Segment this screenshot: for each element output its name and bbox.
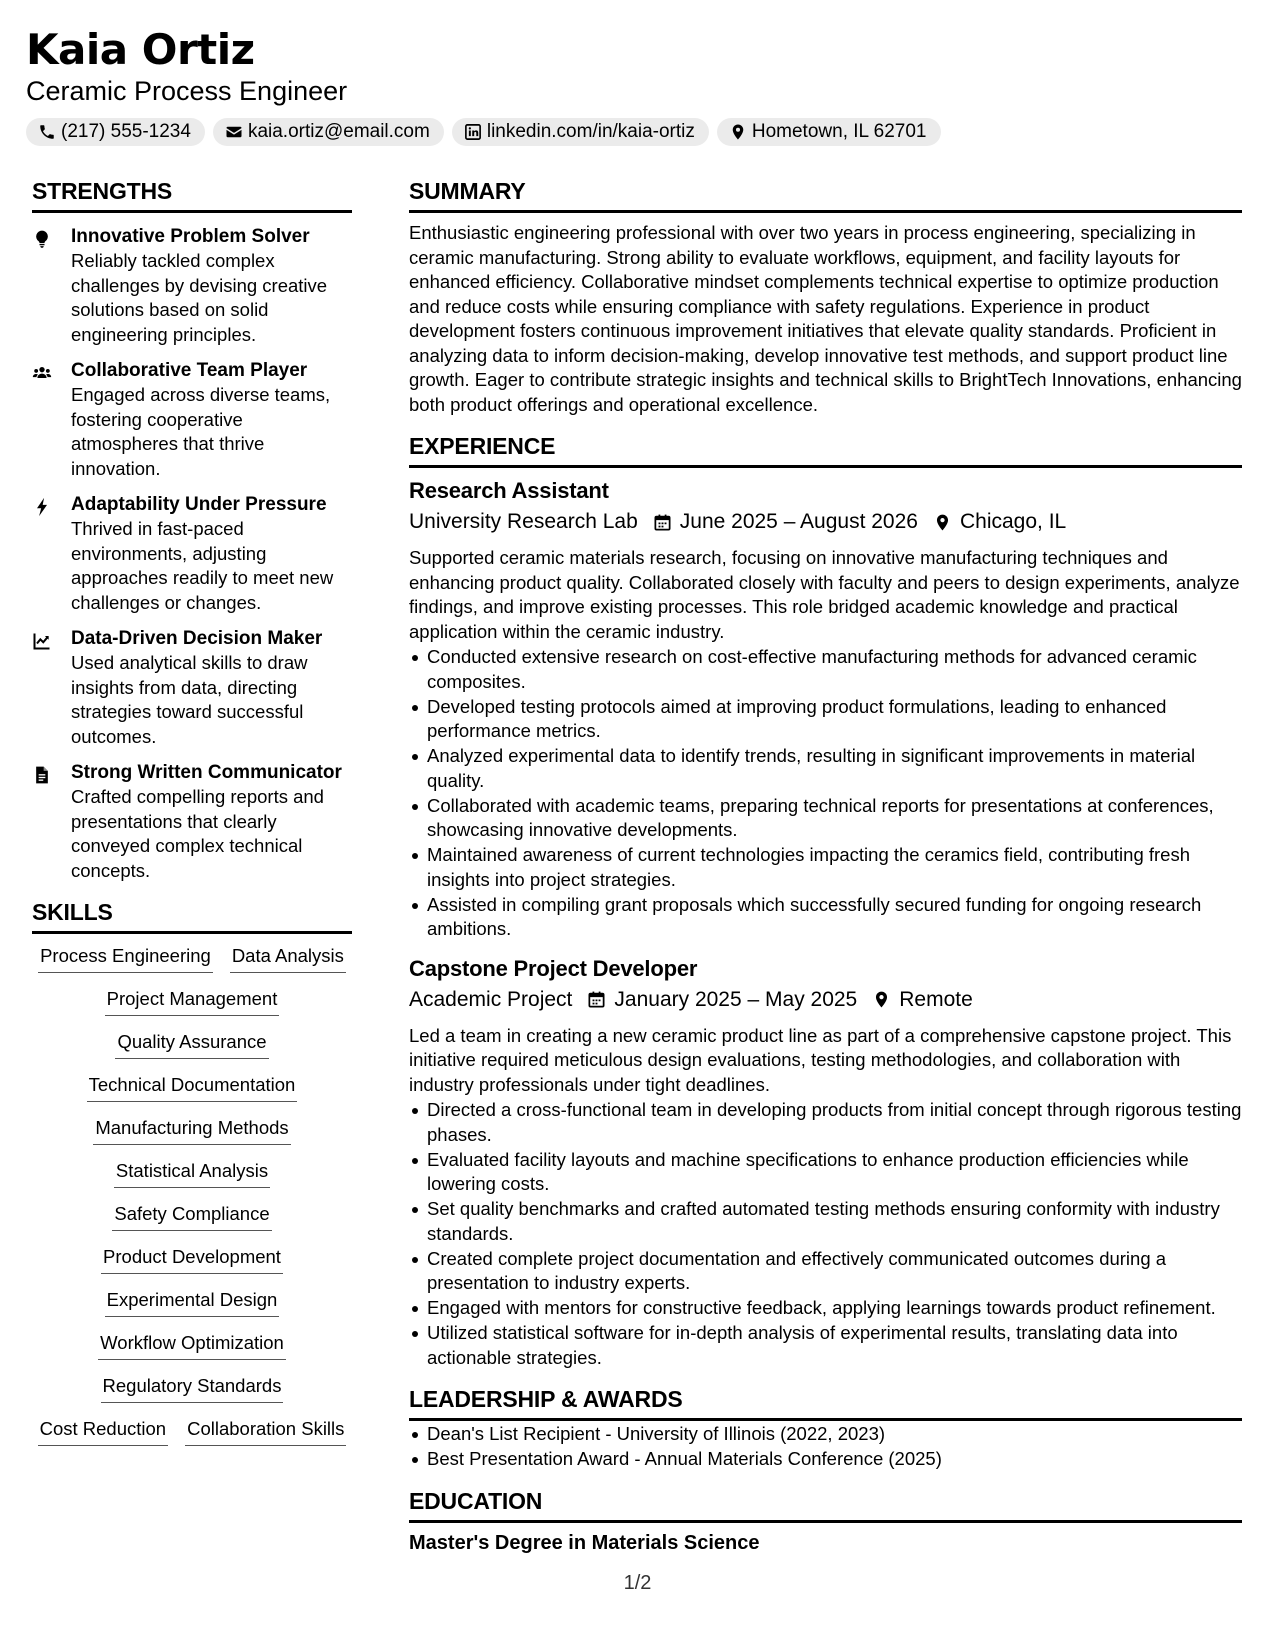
job-bullets — [409, 1098, 1242, 1370]
strength-title: Strong Written Communicator — [71, 762, 342, 783]
job-bullet: Developed testing protocols aimed at improving product formulations, leading to enhanced performance metrics. — [409, 695, 1242, 744]
award-item: Dean's List Recipient - University of Illinois (2022, 2023) — [409, 1422, 1242, 1447]
contact-phone[interactable] — [26, 118, 205, 146]
email-text: kaia.ortiz@email.com — [247, 121, 430, 142]
skill-tag: Experimental Design — [105, 1288, 280, 1317]
job-dates: January 2025 – May 2025 — [614, 987, 858, 1011]
strength-desc: Reliably tackled complex challenges by devising creative solutions based on solid engineering principles. — [71, 250, 328, 345]
calendar-icon — [653, 513, 672, 532]
map-pin-icon — [872, 990, 891, 1009]
job-bullet: Analyzed experimental data to identify trends, resulting in significant improvements in material quality. — [409, 744, 1242, 793]
location-text: Hometown, IL 62701 — [751, 121, 927, 142]
job-meta — [409, 507, 1242, 537]
award-item: Best Presentation Award - Annual Materials Conference (2025) — [409, 1447, 1242, 1472]
awards-heading: LEADERSHIP & AWARDS — [409, 1384, 1242, 1421]
job-title: Research Assistant — [409, 478, 609, 503]
candidate-title: Ceramic Process Engineer — [26, 76, 348, 106]
skill-tag: Quality Assurance — [115, 1030, 268, 1059]
linkedin-icon — [464, 123, 482, 141]
map-pin-icon — [729, 123, 747, 141]
degree-title: Master's Degree in Materials Science — [409, 1531, 760, 1554]
job-bullets — [409, 645, 1242, 942]
strength-desc: Used analytical skills to draw insights from data, directing strategies toward successful outcomes. — [71, 652, 308, 747]
strength-item — [32, 627, 352, 749]
skill-tag: Collaboration Skills — [185, 1417, 346, 1446]
job-org: University Research Lab — [409, 510, 638, 533]
strength-item — [32, 493, 352, 615]
skill-tag: Statistical Analysis — [114, 1159, 270, 1188]
summary-text: Enthusiastic engineering professional with over two years in process engineering, specializing in ceramic manufacturing. Strong ability to evaluate workflows, equipment, and facility layouts for enhanced efficiency. Collaborative mindset complements technical expertise to optimize production and reduce costs while ensuring compliance with safety regulations. Experience in product development fosters continuous improvement initiatives that elevate quality standards. Proficient in analyzing data to inform decision-making, develop innovative test methods, and support product line growth. Eager to contribute strategic insights and technical skills to BrightTech Innovations, enhancing both product offerings and operational excellence. — [409, 222, 1242, 415]
skill-tag: Data Analysis — [230, 944, 346, 973]
skills-heading: SKILLS — [32, 897, 352, 934]
job-bullet: Utilized statistical software for in-depth analysis of experimental results, translating data into actionable strategies. — [409, 1321, 1242, 1370]
strength-desc: Thrived in fast-paced environments, adjusting approaches readily to meet new challenges or changes. — [71, 518, 334, 613]
job-org: Academic Project — [409, 987, 573, 1011]
job-bullet: Conducted extensive research on cost-effective manufacturing methods for advanced ceramic composites. — [409, 645, 1242, 694]
candidate-name: Kaia Ortiz — [26, 25, 255, 74]
job-description: Supported ceramic materials research, focusing on innovative manufacturing techniques and enhancing product quality. Collaborated closely with faculty and peers to design experiments, analyze findings, and improve existing processes. This role bridged academic knowledge and practical application within the ceramic industry. — [409, 547, 1240, 642]
awards-list — [409, 1422, 1242, 1472]
contact-email[interactable] — [213, 118, 444, 146]
job-entry — [409, 954, 1242, 1371]
bolt-icon — [32, 497, 52, 517]
job-meta — [409, 985, 1242, 1015]
linkedin-text: linkedin.com/in/kaia-ortiz — [486, 121, 695, 142]
strengths-heading: STRENGTHS — [32, 176, 352, 213]
contact-linkedin[interactable] — [452, 118, 709, 146]
skill-tag: Technical Documentation — [87, 1073, 298, 1102]
job-bullet: Set quality benchmarks and crafted automated testing methods ensuring conformity with industry standards. — [409, 1197, 1242, 1246]
left-column — [32, 176, 352, 1446]
experience-heading: EXPERIENCE — [409, 431, 1242, 468]
skill-tag: Workflow Optimization — [98, 1331, 286, 1360]
strengths-list — [32, 225, 352, 883]
skills-list — [32, 944, 352, 1446]
calendar-icon — [587, 990, 606, 1009]
page-indicator: 1/2 — [623, 1572, 652, 1594]
job-location: Remote — [899, 987, 973, 1011]
skill-tag: Product Development — [101, 1245, 283, 1274]
job-title: Capstone Project Developer — [409, 955, 698, 981]
document-icon — [32, 765, 52, 785]
strength-title: Data-Driven Decision Maker — [71, 628, 323, 649]
skill-tag: Project Management — [105, 987, 280, 1016]
contact-location[interactable] — [717, 118, 941, 146]
job-location: Chicago, IL — [959, 510, 1067, 533]
job-bullet: Engaged with mentors for constructive feedback, applying learnings towards product refinement. — [409, 1296, 1242, 1321]
strength-title: Adaptability Under Pressure — [71, 494, 327, 515]
strength-item — [32, 761, 352, 883]
skill-tag: Cost Reduction — [38, 1417, 168, 1446]
job-bullet: Created complete project documentation and effectively communicated outcomes during a presentation to industry experts. — [409, 1247, 1242, 1296]
envelope-icon — [225, 123, 243, 141]
phone-text: (217) 555-1234 — [61, 121, 191, 142]
contact-bar — [26, 118, 1246, 146]
chart-line-icon — [32, 631, 52, 651]
job-bullet: Collaborated with academic teams, preparing technical reports for presentations at conferences, showcasing innovative developments. — [409, 794, 1242, 843]
strength-desc: Crafted compelling reports and presentations that clearly conveyed complex technical concepts. — [71, 786, 324, 881]
skill-tag: Process Engineering — [38, 944, 213, 973]
skill-tag: Regulatory Standards — [101, 1374, 284, 1403]
lightbulb-icon — [32, 229, 52, 249]
education-heading: EDUCATION — [409, 1486, 1242, 1523]
strength-item — [32, 225, 352, 347]
job-bullet: Assisted in compiling grant proposals which successfully secured funding for ongoing research ambitions. — [409, 893, 1242, 942]
skill-tag: Manufacturing Methods — [93, 1116, 290, 1145]
right-column — [409, 176, 1242, 1557]
job-bullet: Evaluated facility layouts and machine specifications to enhance production efficiencies while lowering costs. — [409, 1148, 1242, 1197]
job-entry — [409, 476, 1242, 942]
map-pin-icon — [933, 513, 952, 532]
phone-icon — [38, 123, 56, 141]
users-icon — [30, 363, 54, 383]
job-description: Led a team in creating a new ceramic product line as part of a comprehensive capstone project. This initiative required meticulous design evaluations, testing methodologies, and collaboration with industry professionals under tight deadlines. — [409, 1024, 1232, 1095]
job-dates: June 2025 – August 2026 — [679, 510, 918, 533]
summary-heading: SUMMARY — [409, 176, 1242, 213]
job-bullet: Directed a cross-functional team in developing products from initial concept through rigorous testing phases. — [409, 1098, 1242, 1147]
skill-tag: Safety Compliance — [112, 1202, 271, 1231]
strength-title: Innovative Problem Solver — [71, 226, 310, 247]
resume-header — [26, 24, 1246, 146]
strength-title: Collaborative Team Player — [71, 360, 308, 381]
strength-item — [32, 359, 352, 481]
job-bullet: Maintained awareness of current technologies impacting the ceramics field, contributing fresh insights into project strategies. — [409, 843, 1242, 892]
strength-desc: Engaged across diverse teams, fostering cooperative atmospheres that thrive innovation. — [71, 384, 331, 479]
